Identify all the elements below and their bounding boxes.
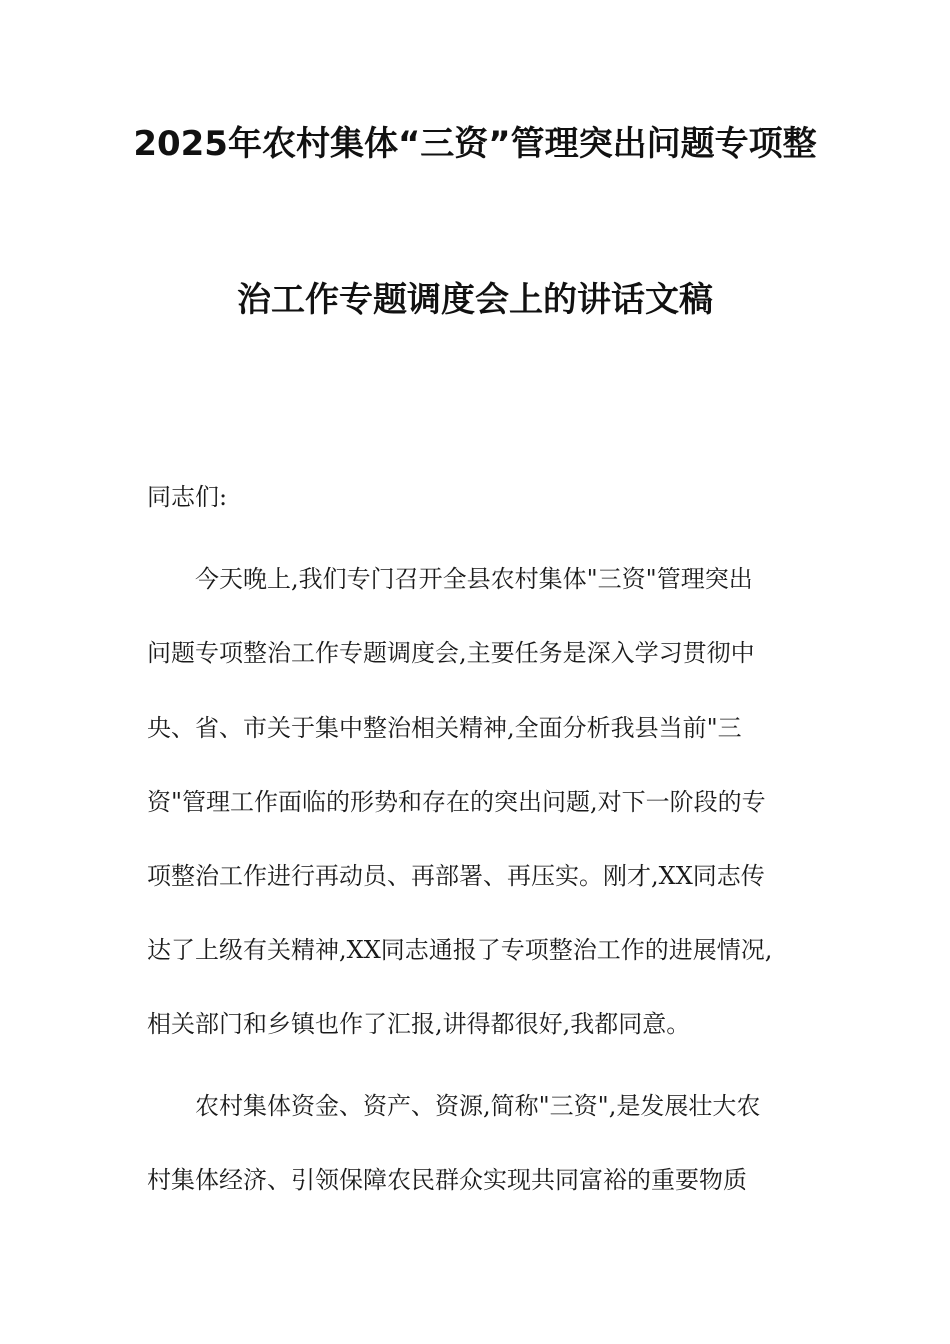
paragraph-1-line: 资"管理工作面临的形势和存在的突出问题,对下一阶段的专 bbox=[147, 788, 766, 816]
paragraph-1-line: 今天晚上,我们专门召开全县农村集体"三资"管理突出 bbox=[195, 565, 753, 593]
paragraph-2-line: 村集体经济、引领保障农民群众实现共同富裕的重要物质 bbox=[147, 1166, 747, 1194]
document-title-line-2: 治工作专题调度会上的讲话文稿 bbox=[237, 280, 713, 320]
paragraph-1-line: 项整治工作进行再动员、再部署、再压实。刚才,XX同志传 bbox=[147, 862, 765, 890]
salutation: 同志们: bbox=[147, 483, 228, 511]
paragraph-1-line: 达了上级有关精神,XX同志通报了专项整治工作的进展情况, bbox=[147, 936, 773, 964]
paragraph-1-line: 央、省、市关于集中整治相关精神,全面分析我县当前"三 bbox=[147, 714, 742, 742]
paragraph-2-line: 农村集体资金、资产、资源,简称"三资",是发展壮大农 bbox=[195, 1092, 761, 1120]
paragraph-1-line: 相关部门和乡镇也作了汇报,讲得都很好,我都同意。 bbox=[147, 1010, 691, 1038]
document-title-line-1: 2025年农村集体“三资”管理突出问题专项整 bbox=[133, 124, 817, 164]
paragraph-1-line: 问题专项整治工作专题调度会,主要任务是深入学习贯彻中 bbox=[147, 639, 755, 667]
